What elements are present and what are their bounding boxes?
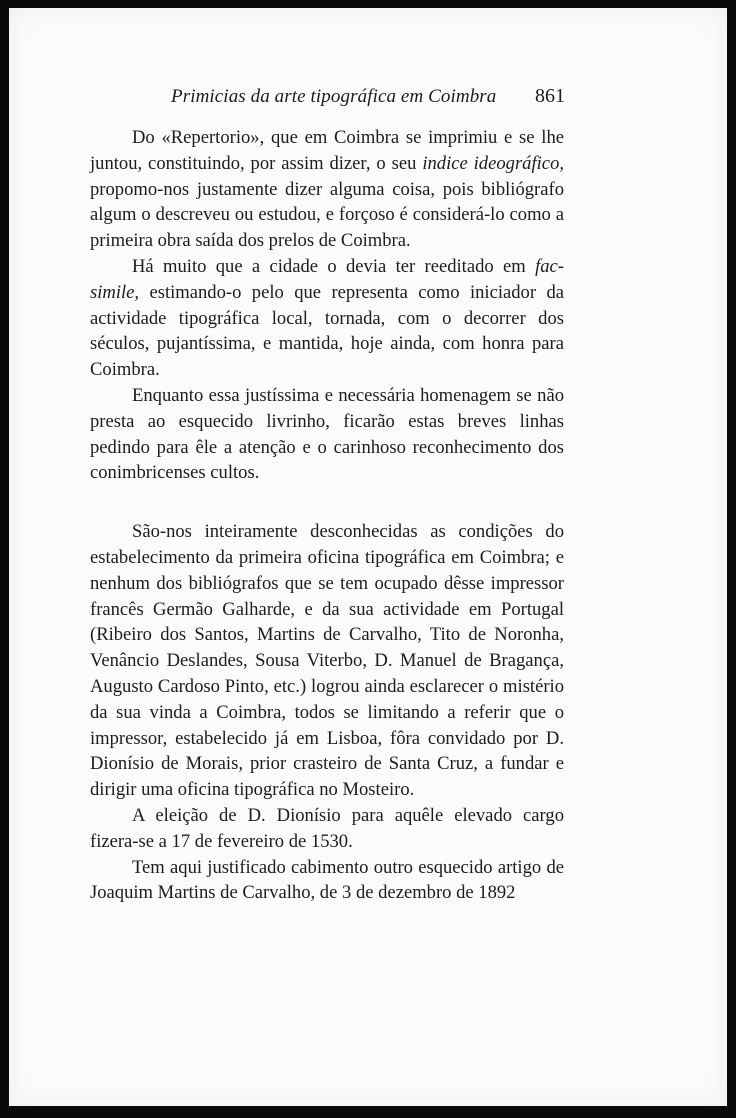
paragraph-1-text-a: Do «Repertorio», que em Coimbra se imprimiu e se lhe juntou, constituindo, por assim dizer, o seu <box>90 127 564 174</box>
running-title: Primicias da arte tipográfica em Coimbra <box>171 86 497 107</box>
paragraph-4: São-nos inteiramente desconhecidas as condições do estabelecimento da primeira oficina tipográfica em Coimbra; e nenhum dos bibliógrafos que se tem ocupado dêsse impressor francês Germão Galharde, e da sua actividade em Portugal (Ribeiro dos Santos, Martins de Carvalho, Tito de Noronha, Venâncio Deslandes, Sousa Viterbo, D. Manuel de Bragança, Augusto Cardoso Pinto, etc.) logrou ainda esclarecer o mistério da sua vinda a Coimbra, todos se limitando a referir que o impressor, estabelecido já em Lisboa, fôra convidado por D. Dionísio de Morais, prior crasteiro de Santa Cruz, a fundar e dirigir uma oficina tipográfica no Mosteiro. <box>90 521 564 801</box>
body-text <box>90 125 564 906</box>
paragraph-6: Tem aqui justificado cabimento outro esquecido artigo de Joaquim Martins de Carvalho, de 3 de dezembro de 1892 <box>90 856 564 904</box>
paragraph-2-text-b: estimando-o pelo que representa como iniciador da actividade tipográfica local, tornada, com o decorrer dos séculos, pujantíssima, e mantida, hoje ainda, com honra para Coimbra. <box>90 281 564 381</box>
paragraph-2-italic: fac-simile, <box>90 255 564 303</box>
paragraph-1-italic: indice ideográfico, <box>422 152 565 174</box>
paragraph-2 <box>90 254 564 383</box>
book-page <box>9 8 727 1106</box>
paragraph-1-text-b: propomo-nos justamente dizer alguma coisa, pois bibliógrafo algum o descreveu ou estudou, e forçoso é considerá-lo como a primeira obra saída dos prelos de Coimbra. <box>90 178 564 252</box>
paragraph-1 <box>90 125 564 254</box>
paragraph-5: A eleição de D. Dionísio para aquêle elevado cargo fizera-se a 17 de fevereiro de 1530. <box>90 804 564 852</box>
page-number: 861 <box>535 85 565 107</box>
paragraph-3: Enquanto essa justíssima e necessária homenagem se não presta ao esquecido livrinho, ficarão estas breves linhas pedindo para êle a atenção e o carinhoso reconhecimento dos conimbricenses cultos. <box>90 384 564 484</box>
paragraph-2-text-a: Há muito que a cidade o devia ter reeditado em <box>132 255 536 277</box>
page-header <box>9 80 727 110</box>
